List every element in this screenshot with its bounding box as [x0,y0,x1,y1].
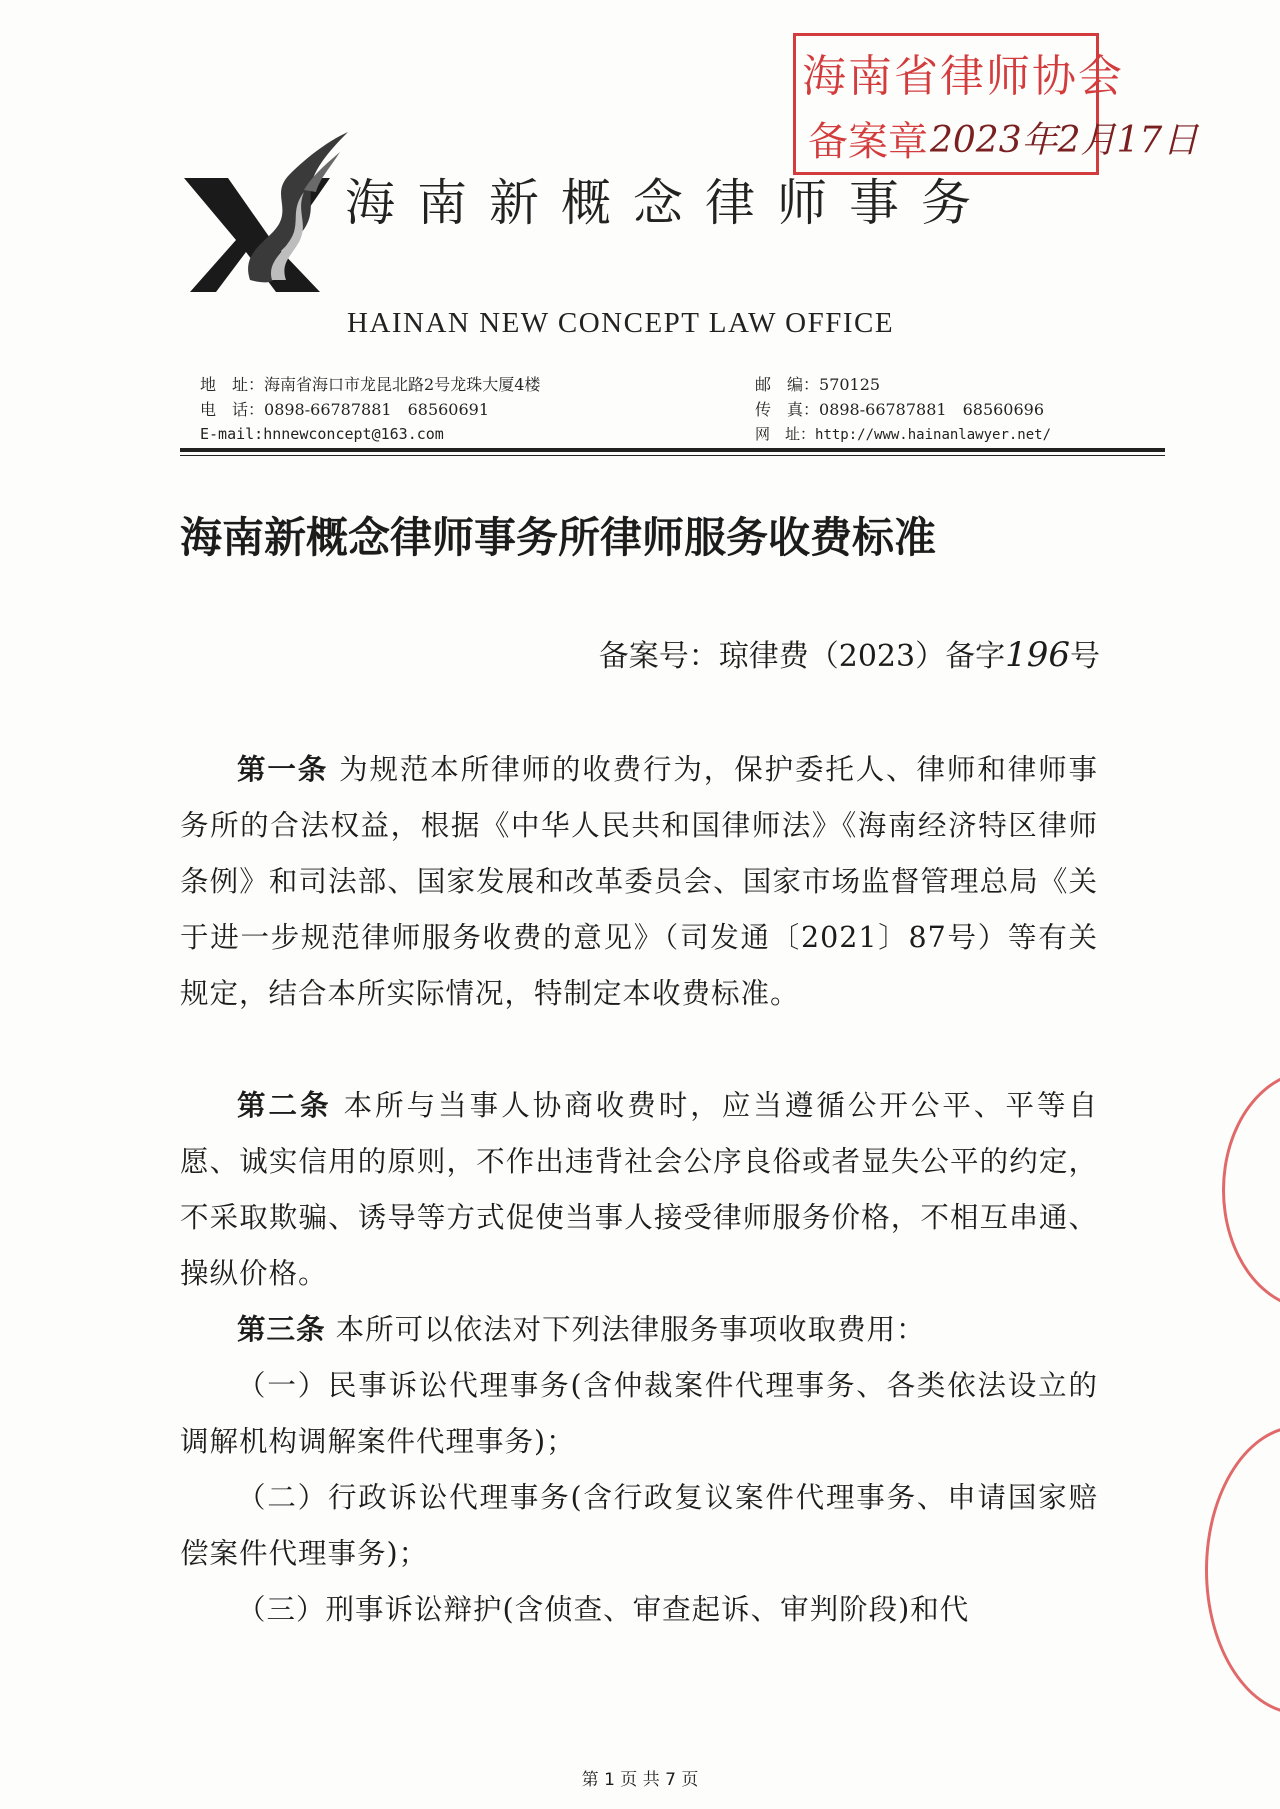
address-value: 海南省海口市龙昆北路2号龙珠大厦4楼 [264,375,541,394]
filing-number-suffix: 号 [1070,639,1100,674]
article-1-label: 第一条 [237,753,329,786]
postcode-label: 邮 编： [755,375,820,394]
partial-seal-stamp [1222,1070,1280,1310]
filing-number-prefix: 备案号：琼律费（2023）备字 [598,639,1006,674]
article-2 [180,1078,1098,1302]
filing-number-handwritten: 196 [1005,635,1070,675]
email-label: E-mail: [200,425,264,443]
article-1 [180,742,1098,1022]
article-3-text: 本所可以依法对下列法律服务事项收取费用： [335,1313,926,1346]
contact-website [755,422,1165,447]
email-value[interactable]: hnnewconcept@163.com [263,425,444,443]
article-3 [180,1302,1098,1358]
letterhead-divider [180,448,1165,452]
filing-stamp [793,33,1199,175]
contact-fax [755,397,1155,422]
firm-logo-icon [180,130,350,295]
contact-postcode [755,372,1155,397]
postcode-value: 570125 [819,375,881,394]
article-3-label: 第三条 [237,1313,326,1346]
stamp-label: 备案章 [808,119,928,165]
stamp-date: 2023年2月17日 [930,120,1199,161]
address-label: 地 址： [200,375,265,394]
website-label: 网 址： [755,425,816,443]
contact-email [200,422,680,447]
firm-name-cn: 海南新概念律师事务 [345,174,993,232]
letterhead-divider-thin [180,455,1165,456]
article-2-label: 第二条 [237,1089,332,1122]
fax-label: 传 真： [755,400,820,419]
article-3-item-1: （一）民事诉讼代理事务(含仲裁案件代理事务、各类依法设立的调解机构调解案件代理事务)； [180,1369,1098,1458]
article-1-text: 为规范本所律师的收费行为，保护委托人、律师和律师事务所的合法权益，根据《中华人民共和国律师法》《海南经济特区律师条例》和司法部、国家发展和改革委员会、国家市场监督管理总局《关于进一步规范律师服务收费的意见》（司发通〔2021〕87号）等有关规定，结合本所实际情况，特制定本收费标准。 [180,753,1098,1010]
article-3-item-3: （三）刑事诉讼辩护(含侦查、审查起诉、审判阶段)和代 [237,1593,970,1626]
contact-address [200,372,680,397]
firm-name-en: HAINAN NEW CONCEPT LAW OFFICE [347,307,895,339]
filing-number [500,630,1100,680]
article-3-item-2: （二）行政诉讼代理事务(含行政复议案件代理事务、申请国家赔偿案件代理事务)； [180,1481,1098,1570]
fax-value: 0898-66787881 68560696 [819,400,1045,419]
stamp-org: 海南省律师协会 [802,51,1124,102]
phone-value: 0898-66787881 68560691 [264,400,490,419]
contact-phone [200,397,680,422]
page-number: 第 1 页 共 7 页 [581,1770,699,1790]
article-2-text: 本所与当事人协商收费时，应当遵循公开公平、平等自愿、诚实信用的原则，不作出违背社会公序良俗或者显失公平的约定，不采取欺骗、诱导等方式促使当事人接受律师服务价格，不相互串通、操纵价格。 [180,1089,1098,1290]
document-title: 海南新概念律师事务所律师服务收费标准 [180,513,937,562]
partial-seal-stamp [1205,1425,1280,1715]
phone-label: 电 话： [200,400,265,419]
website-value[interactable]: http://www.hainanlawyer.net/ [815,427,1052,443]
